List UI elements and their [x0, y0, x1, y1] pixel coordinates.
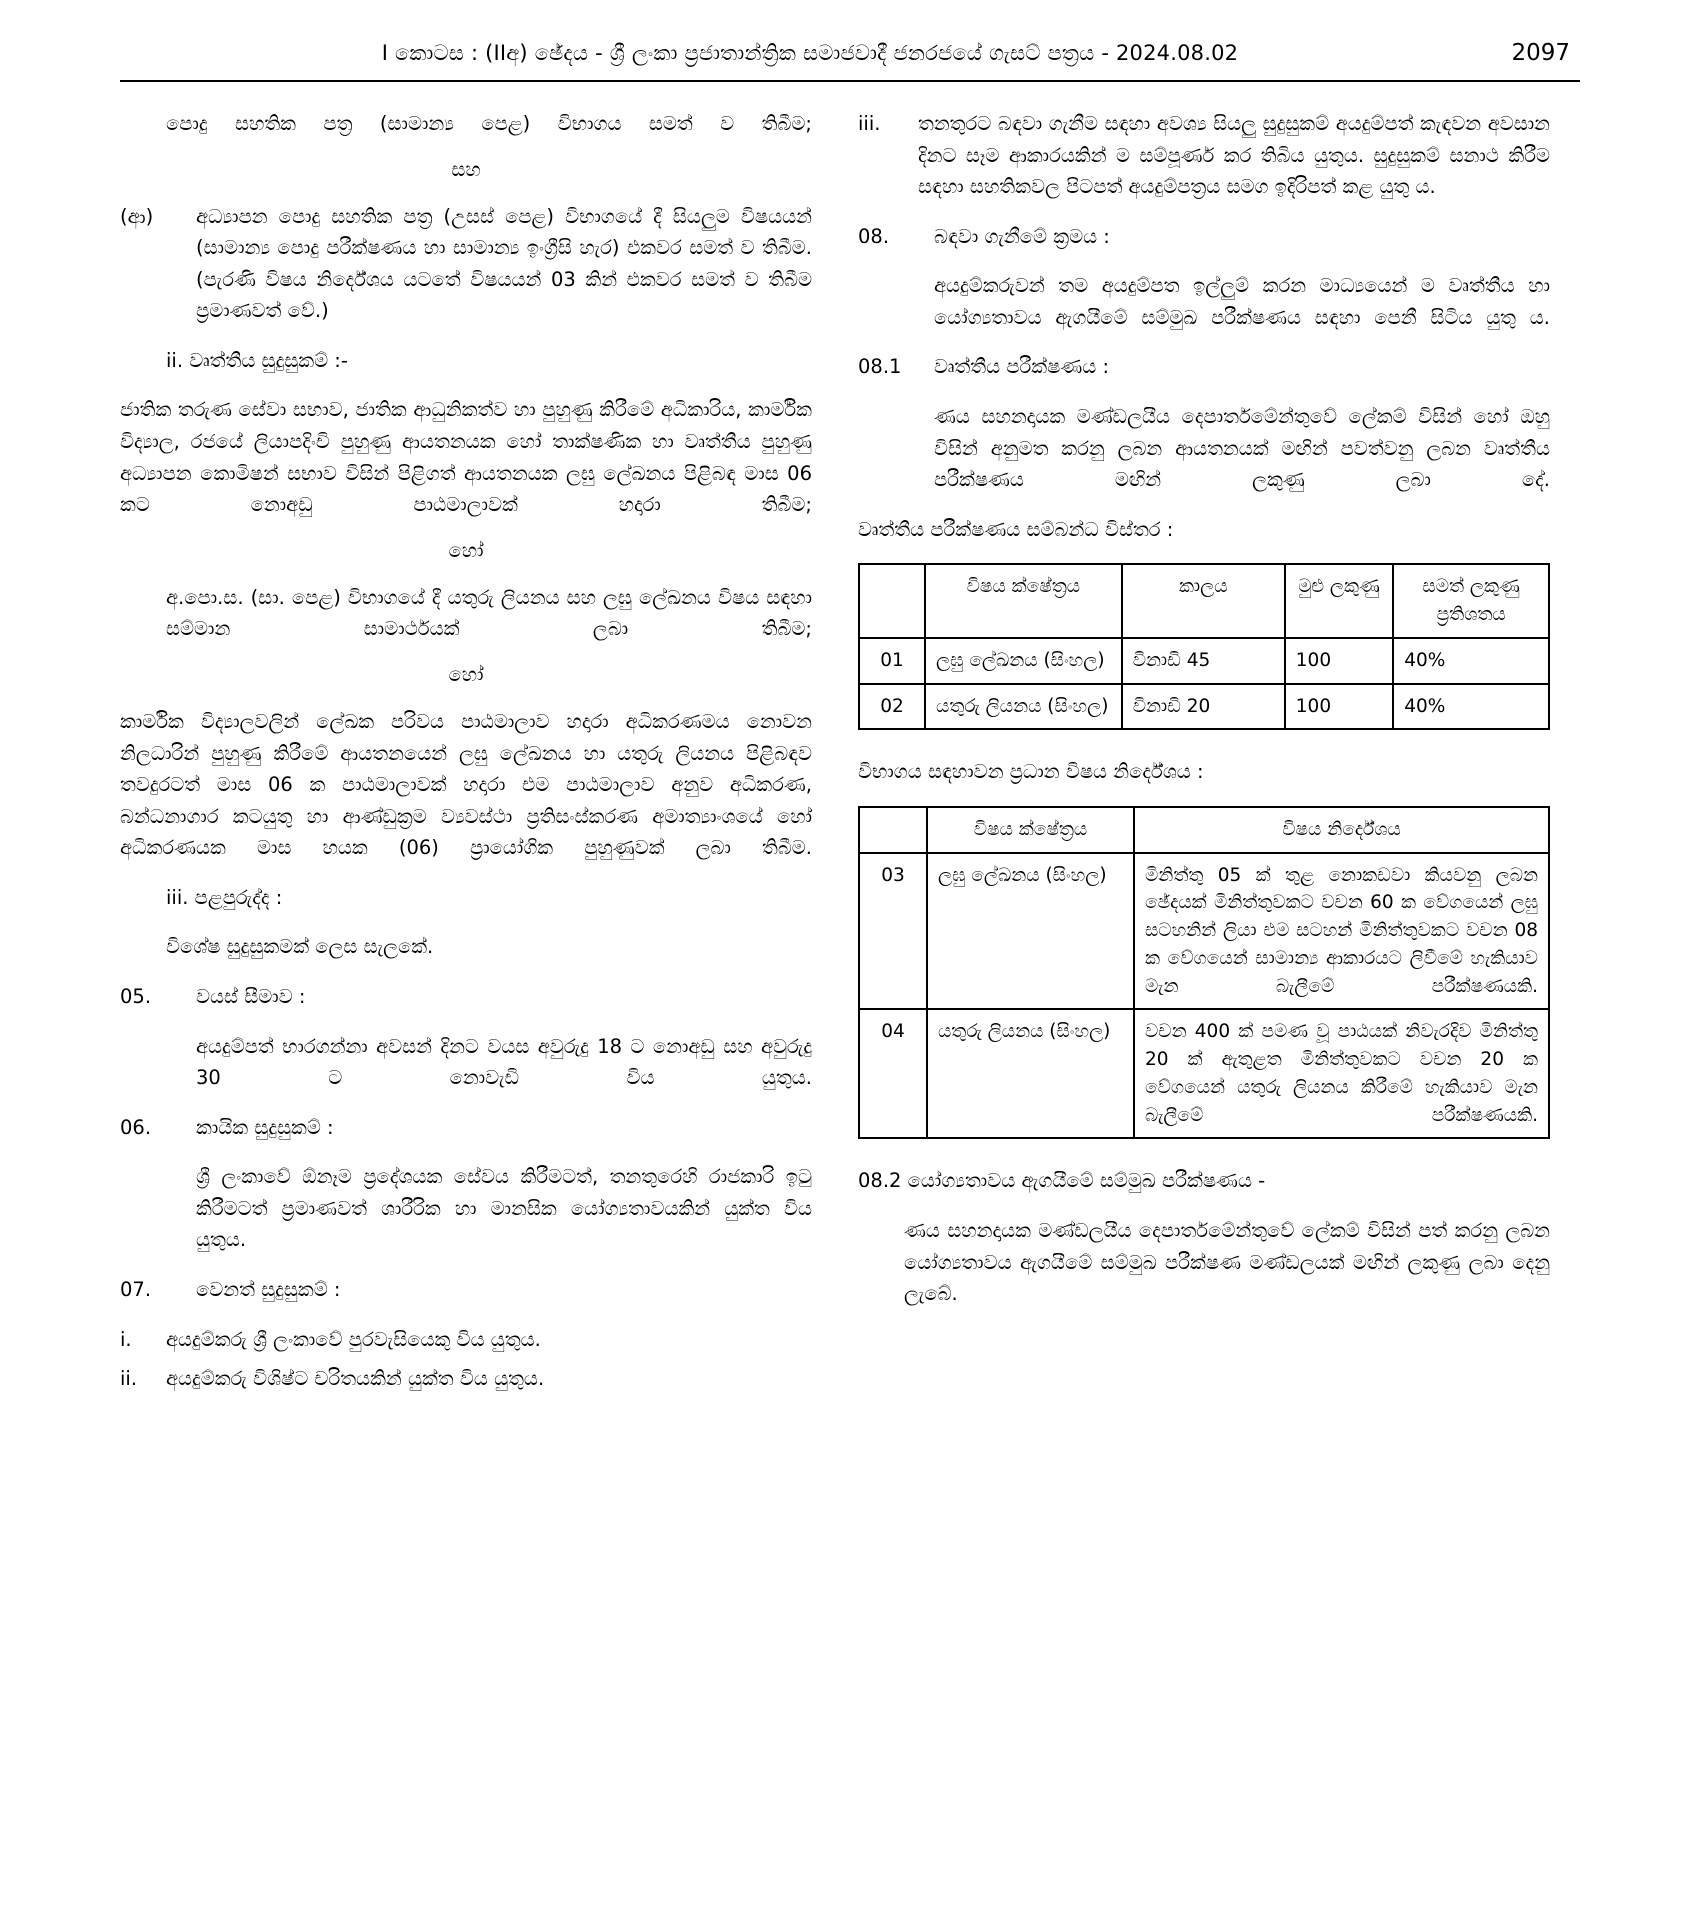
cell-index: 03: [859, 853, 927, 1010]
table2-caption: විභාගය සඳහාවන ප්‍රධාන විෂය නිර්දේශය :: [858, 760, 1204, 784]
conjunction-ho-1: හෝ: [448, 538, 484, 562]
item-aa-text: අධ්‍යාපන පොදු සහතික පත්‍ර (උසස් පෙළ) විභාගයේ දී සියලුම විෂයයන් (සාමාන්‍ය පොදු පරීක්ෂණය හා සාමාන්‍ය ඉංග්‍රීසි හැර) එකවර සමත් ව තිබීම. (පැරණි විෂය නිර්දේශය යටතේ විෂයයන් 03 කින් එකවර සමත් ව තිබීම ප්‍රමාණවත් වේ.): [196, 204, 812, 323]
two-column-body: [120, 108, 1580, 1403]
cell-subject-field: ලඝු ලේඛනය (සිංහල): [927, 853, 1134, 1010]
item-07-heading: [120, 1274, 812, 1306]
item-iii-marker: iii.: [858, 112, 881, 135]
syllabus-table: [858, 806, 1550, 1140]
table-row: [859, 638, 1549, 684]
conjunction-saha: සහ: [451, 157, 481, 181]
col-pass-percent: සමත් ලකුණු ප්‍රතිශතය: [1393, 564, 1549, 638]
cell-pass-percent: 40%: [1393, 638, 1549, 684]
cell-syllabus: මිනිත්තු 05 ක් තුළ නොකඩවා කියවනු ලබන ඡේදයක් මිනිත්තුවකට වචන 60 ක වේගයෙන් ලඝු සටහනින් ලියා එම සටහන් මිනිත්තුවකට වචන 08 ක වේගයෙන් සාමාන්‍ය ආකාරයට ලිවීමේ හැකියාව මැන බැලීමේ පරීක්ෂණයකි.: [1134, 853, 1549, 1010]
page-number: 2097: [1511, 40, 1570, 66]
vocational-test-table: [858, 563, 1550, 730]
list-item-text: අයදුම්කරු ශ්‍රී ලංකාවේ පුරවැසියෙකු විය යුතුය.: [166, 1327, 541, 1351]
right-column: [858, 108, 1550, 1403]
cell-subject-field: ලඝු ලේඛනය (සිංහල): [925, 638, 1122, 684]
table-row: [859, 684, 1549, 730]
item-082-body: ණය සහනදායක මණ්ඩලයීය දෙපාර්තමේන්තුවේ ලේකම් විසින් පත් කරනු ලබන යෝග්‍යතාවය ඇගයීමේ සම්මුඛ පරීක්ෂණ මණ්ඩලයක් මඟින් ලකුණු ලබා දෙනු ලැබේ.: [904, 1219, 1550, 1306]
item-05-body: අයදුම්පත් භාරගන්නා අවසන් දිනට වයස අවුරුදු 18 ට නොඅඩු සහ අවුරුදු 30 ට නොවැඩි විය යුතුය.: [196, 1034, 812, 1090]
heading-qualifications-ii: ii. වෘත්තීය සුදුසුකම් :-: [166, 348, 348, 372]
table-header-row: [859, 807, 1549, 853]
item-082-title: 08.2 යෝග්‍යතාවය ඇගයීමේ සම්මුඛ පරීක්ෂණය -: [858, 1169, 1266, 1193]
conjunction-ho-2: හෝ: [448, 662, 484, 686]
col-index: [859, 807, 927, 853]
item-08-title: බඳවා ගැනීමේ ක්‍රමය :: [934, 224, 1110, 248]
col-subject-field: විෂය ක්ෂේත්‍රය: [927, 807, 1134, 853]
cell-duration: විනාඩි 45: [1122, 638, 1285, 684]
cell-total-marks: 100: [1285, 684, 1393, 730]
list-item: [120, 1363, 812, 1395]
item-08-marker: 08.: [858, 224, 890, 248]
cell-duration: විනාඩි 20: [1122, 684, 1285, 730]
item-08-body: අයදුම්කරුවන් තම අයදුම්පත ඉල්ලුම් කරන මාධ්‍යයෙන් ම වෘත්තීය හා යෝග්‍යතාවය ඇගයීමේ සම්මුඛ පරීක්ෂණය සඳහා පෙනී සිටිය යුතු ය.: [934, 274, 1550, 329]
cell-index: 04: [859, 1009, 927, 1138]
para-ol-typing: අ.පො.ස. (සා. පෙළ) විභාගයේ දී යතුරු ලියනය සහ ලඝු ලේඛනය විෂය සඳහා සම්මාන සාමාර්ථයක් ලබා තිබීම;: [166, 585, 812, 641]
col-duration: කාලය: [1122, 564, 1285, 638]
heading-experience-iii: iii. පළපුරුද්ද :: [166, 885, 283, 909]
col-index: [859, 564, 925, 638]
cell-pass-percent: 40%: [1393, 684, 1549, 730]
para-experience-body: විශේෂ සුදුසුකමක් ලෙස සැලකේ.: [166, 935, 434, 959]
col-syllabus: විෂය නිර්දේශය: [1134, 807, 1549, 853]
item-06-body: ශ්‍රී ලංකාවේ ඕනෑම ප්‍රදේශයක සේවය කිරීමටත්, තනතුරෙහි රාජකාරි ඉටු කිරීමටත් ප්‍රමාණවත් ශාරීරික හා මානසික යෝග්‍යතාවයකින් යුක්ත විය යුතුය.: [196, 1165, 812, 1252]
left-column: [120, 108, 812, 1403]
para-vocational-body: ජාතික තරුණ සේවා සභාව, ජාතික ආධුනිකත්ව හා පුහුණු කිරීමේ අධිකාරිය, කාර්මික විද්‍යාල, රජයේ ලියාපදිංචි පුහුණු ආයතනයක හෝ තාක්ෂණික හා වෘත්තීය පුහුණු අධ්‍යාපන කොමිෂන් සභාව විසින් පිළිගත් ආයතනයක ලඝු ලේඛනය පිළිබඳ මාස 06 කට නොඅඩු පාඨමාලාවක් හදාරා තිබීම;: [120, 398, 812, 517]
item-07-title: වෙනත් සුදුසුකම් :: [196, 1278, 341, 1302]
item-05-marker: 05.: [120, 984, 152, 1008]
page-header: [120, 40, 1580, 76]
item-aa: [120, 201, 812, 327]
header-title: I කොටස : (IIඅ) ඡේදය - ශ්‍රී ලංකා ප්‍රජාතාන්ත්‍රික සමාජවාදී ජනරජයේ ගැසට් පත්‍රය - 2024.08.02: [381, 41, 1239, 65]
item-06-marker: 06.: [120, 1115, 152, 1139]
table1-caption: වෘත්තීය පරීක්ෂණය සම්බන්ධ විස්තර :: [858, 517, 1174, 541]
item-081-body: ණය සහනදායක මණ්ඩලයීය දෙපාර්තමේන්තුවේ ලේකම් විසින් හෝ ඔහු විසින් අනුමත කරනු ලබන ආයතනයක් මඟින් පවත්වනු ලබන වෘත්තීය පරීක්ෂණය මඟින් ලකුණු ලබා දේ.: [934, 405, 1550, 492]
header-divider: [120, 80, 1580, 82]
item-aa-marker: (ආ): [120, 204, 154, 228]
table-row: [859, 853, 1549, 1010]
cell-total-marks: 100: [1285, 638, 1393, 684]
list-item-text: අයදුම්කරු විශිෂ්ට චරිතයකින් යුක්ත විය යුතුය.: [166, 1367, 545, 1391]
cell-index: 01: [859, 638, 925, 684]
para-technical-college: කාර්මික විද්‍යාලවලින් ලේඛක පරිවය පාඨමාලාව හදාරා අධිකරණමය නොවන නිලධාරින් පුහුණු කිරීමේ ආයතනයෙන් ලඝු ලේඛනය හා යතුරු ලියනය පිළිබඳව තවදුරටත් මාස 06 ක පාඨමාලාවක් හදාරා එම පාඨමාලාව අනුව අධිකරණ, බන්ධනාගාර කටයුතු හා ආණ්ඩුක්‍රම ව්‍යවස්ථා ප්‍රතිසංස්කරණ අමාත්‍යාංශයේ හෝ අධිකරණයක මාස හයක (06) ප්‍රායෝගික පුහුණුවක් ලබා තිබීම.: [120, 709, 812, 860]
item-081-heading: [858, 351, 1550, 383]
cell-subject-field: යතුරු ලියනය (සිංහල): [925, 684, 1122, 730]
col-subject-field: විෂය ක්ෂේත්‍රය: [925, 564, 1122, 638]
list-item-marker: ii.: [120, 1367, 138, 1391]
col-total-marks: මුළු ලකුණු: [1285, 564, 1393, 638]
cell-subject-field: යතුරු ලියනය (සිංහල): [927, 1009, 1134, 1138]
item-06-title: කායික සුදුසුකම් :: [196, 1115, 334, 1139]
item-07-list: [120, 1324, 812, 1395]
item-081-title: වෘත්තීය පරීක්ෂණය :: [934, 355, 1110, 379]
item-08-heading: [858, 221, 1550, 253]
item-06-heading: [120, 1112, 812, 1144]
cell-syllabus: වචන 400 ක් පමණ වූ පාඨයක් නිවැරදිව මිනිත්තු 20 ක් ඇතුළත මිනිත්තුවකට වචන 20 ක වේගයෙන් යතුරු ලියනය කිරීමේ හැකියාව මැන බැලීමේ පරීක්ෂණයකි.: [1134, 1009, 1549, 1138]
item-081-marker: 08.1: [858, 355, 902, 379]
item-07-marker: 07.: [120, 1278, 152, 1302]
table-row: [859, 1009, 1549, 1138]
item-05-title: වයස් සීමාව :: [196, 984, 306, 1008]
item-05-heading: [120, 981, 812, 1013]
list-item: [120, 1324, 812, 1356]
list-item-marker: i.: [120, 1327, 132, 1351]
item-iii-text: තනතුරට බඳවා ගැනීම සඳහා අවශ්‍ය සියලු සුදුසුකම් අයදුම්පත් කැඳවන අවසාන දිනට සෑම ආකාරයකින් ම සම්පූර්ණ කර තිබිය යුතුය. සුදුසුකම් සනාථ කිරීම සඳහා සහතිකවල පිටපත් අයදුම්පත්‍රය සමග ඉදිරිපත් කළ යුතු ය.: [918, 112, 1550, 199]
item-iii: [858, 108, 1550, 203]
table-header-row: [859, 564, 1549, 638]
cell-index: 02: [859, 684, 925, 730]
para-ol-continued: පොදු සහතික පත්‍ර (සාමාන්‍ය පෙළ) විභාගය සමත් ව තිබීම;: [166, 112, 812, 135]
